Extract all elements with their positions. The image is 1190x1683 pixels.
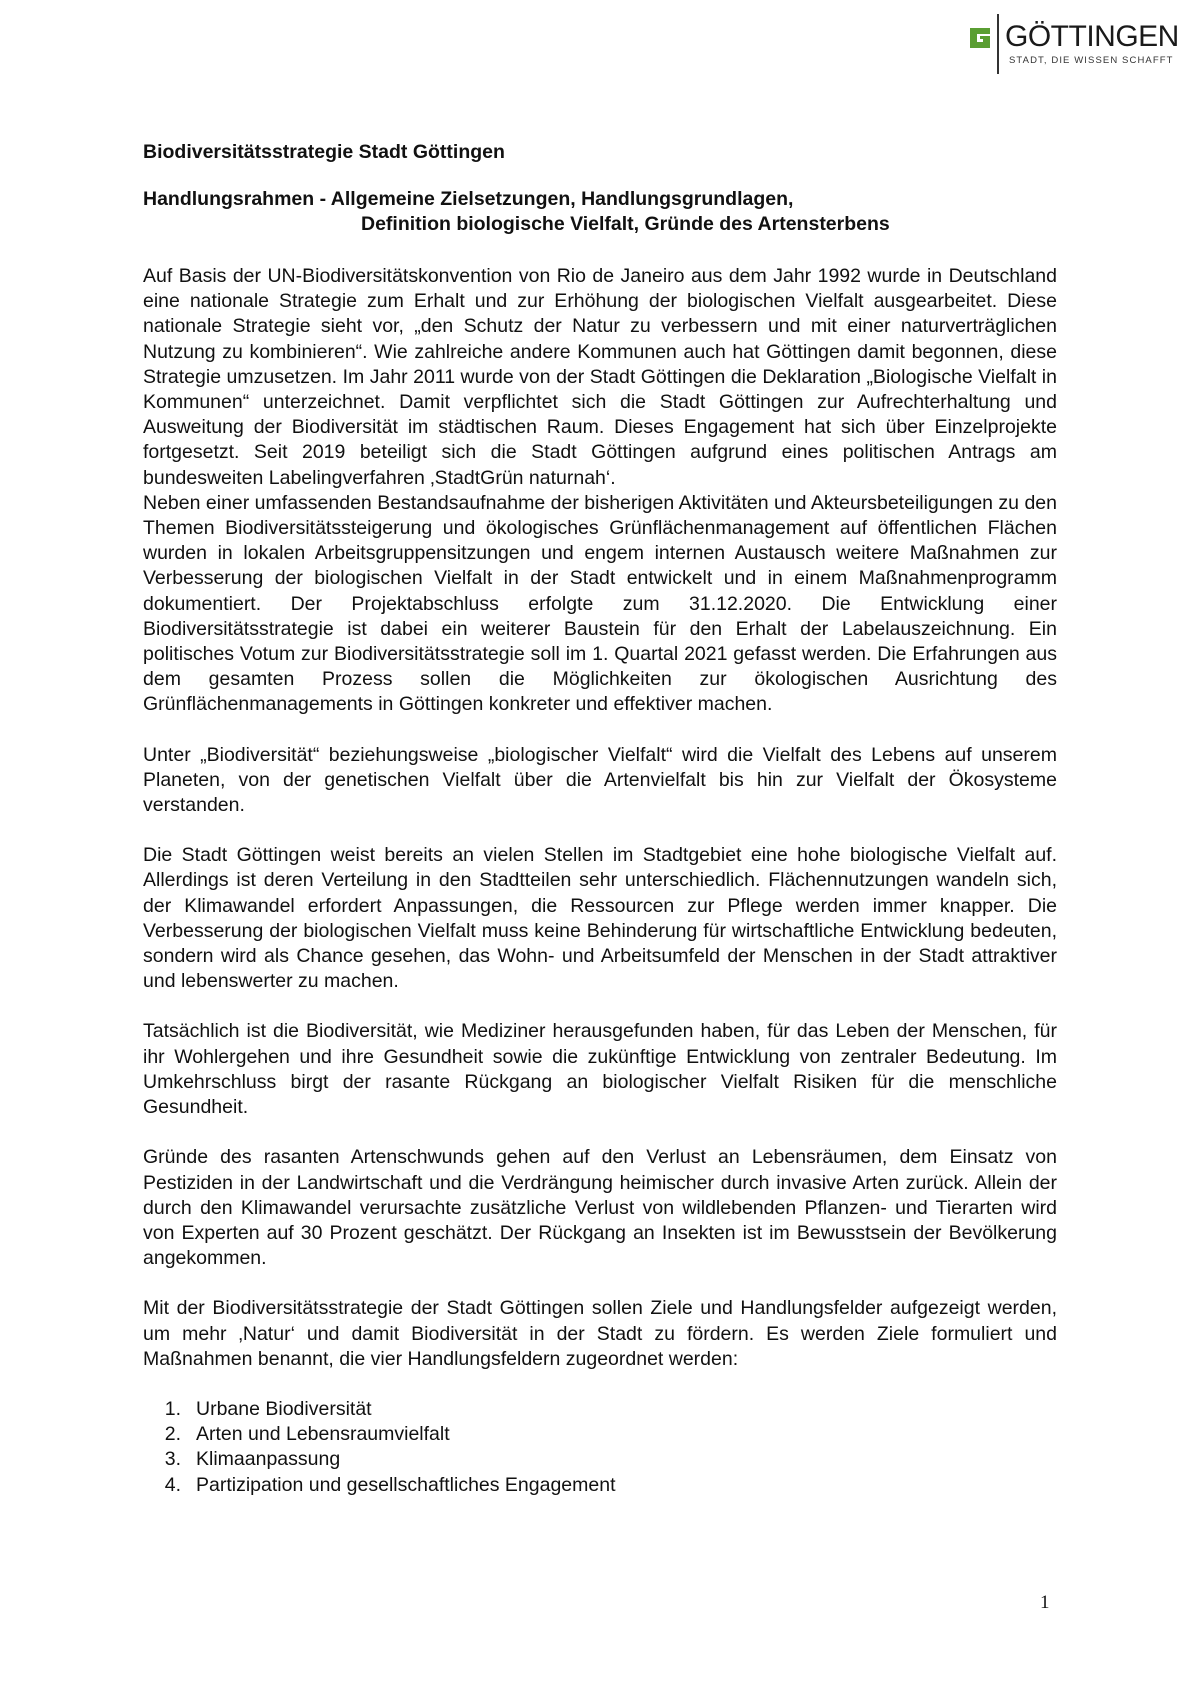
list-item-label: Klimaanpassung (196, 1448, 341, 1471)
list-item-number: 3. (164, 1448, 181, 1471)
document-body (143, 140, 1057, 1498)
list-item-number: 4. (164, 1473, 181, 1496)
paragraph-health: Tatsächlich ist die Biodiversität, wie Mediziner herausgefunden haben, für das Leben der Menschen, für ihr Wohlergehen und ihre Gesundheit sowie die zukünftige Entwicklung von zentraler Bedeutung. Im Umkehrschluss birgt der rasante Rückgang an biologischer Vielfalt Risiken für die menschliche Gesundheit. (143, 1020, 1057, 1119)
list-item (143, 1447, 1057, 1472)
logo-divider (997, 14, 999, 74)
list-item-label: Arten und Lebensraumvielfalt (196, 1423, 450, 1446)
paragraph-strategy-goals: Mit der Biodiversitätsstrategie der Stadt Göttingen sollen Ziele und Handlungsfelder aufgezeigt werden, um mehr ‚Natur‘ und damit Biodiversität in der Stadt zu fördern. Es werden Ziele formuliert und Maßnahmen benannt, die vier Handlungsfeldern zugeordnet werden: (143, 1297, 1057, 1370)
list-item-number: 2. (164, 1423, 181, 1446)
logo-tagline: STADT, DIE WISSEN SCHAFFT (1009, 55, 1174, 66)
list-item-label: Partizipation und gesellschaftliches Engagement (196, 1473, 616, 1496)
list-item (143, 1397, 1057, 1422)
city-logo (968, 14, 1179, 76)
list-item-label: Urbane Biodiversität (196, 1397, 372, 1420)
paragraph-city-diversity: Die Stadt Göttingen weist bereits an vielen Stellen im Stadtgebiet eine hohe biologische Vielfalt auf. Allerdings ist deren Verteilung in den Stadtteilen sehr unterschiedlich. Flächennutzungen wandeln sich, der Klimawandel erfordert Anpassungen, die Ressourcen zur Pflege werden immer knapper. Die Verbesserung der biologischen Vielfalt muss keine Behinderung für wirtschaftliche Entwicklung bedeuten, sondern wird als Chance gesehen, das Wohn- und Arbeitsumfeld der Menschen in der Stadt attraktiver und lebenswerter zu machen. (143, 844, 1057, 993)
subtitle-line-1: Handlungsrahmen - Allgemeine Zielsetzungen, Handlungsgrundlagen, (143, 188, 794, 210)
goettingen-g-icon (968, 26, 992, 50)
action-fields-list (143, 1397, 1057, 1498)
paragraph-intro: Auf Basis der UN-Biodiversitätskonvention von Rio de Janeiro aus dem Jahr 1992 wurde in Deutschland eine nationale Strategie zum Erhalt und zur Erhöhung der biologischen Vielfalt ausgearbeitet. Diese nationale Strategie sieht vor, „den Schutz der Natur zu verbessern und mit einer naturverträglichen Nutzung zu kombinieren“. Wie zahlreiche andere Kommunen auch hat Göttingen damit begonnen, diese Strategie umzusetzen. Im Jahr 2011 wurde von der Stadt Göttingen die Deklaration „Biologische Vielfalt in Kommunen“ unterzeichnet. Damit verpflichtet sich die Stadt Göttingen zur Aufrechterhaltung und Ausweitung der Biodiversität im städtischen Raum. Dieses Engagement hat sich über Einzelprojekte fortgesetzt. Seit 2019 beteiligt sich die Stadt Göttingen aufgrund eines politischen Antrags am bundesweiten Labelingverfahren ‚StadtGrün naturnah‘. (143, 265, 1057, 489)
list-item (143, 1422, 1057, 1447)
page-number: 1 (1040, 1592, 1050, 1613)
document-title: Biodiversitätsstrategie Stadt Göttingen (143, 141, 505, 163)
paragraph-inventory: Neben einer umfassenden Bestandsaufnahme der bisherigen Aktivitäten und Akteursbeteiligungen zu den Themen Biodiversitätssteigerung und ökologisches Grünflächenmanagement auf öffentlichen Flächen wurden in lokalen Arbeitsgruppensitzungen und engem internen Austausch weitere Maßnahmen zur Verbesserung der biologischen Vielfalt in der Stadt entwickelt und in einem Maßnahmenprogramm dokumentiert. Der Projektabschluss erfolgte zum 31.12.2020. Die Entwicklung einer Biodiversitätsstrategie ist dabei ein weiterer Baustein für den Erhalt der Labelauszeichnung. Ein politisches Votum zur Biodiversitätsstrategie soll im 1. Quartal 2021 gefasst werden. Die Erfahrungen aus dem gesamten Prozess sollen die Möglichkeiten zur ökologischen Ausrichtung des Grünflächenmanagements in Göttingen konkreter und effektiver machen. (143, 491, 1057, 716)
paragraph-species-loss: Gründe des rasanten Artenschwunds gehen auf den Verlust an Lebensräumen, dem Einsatz von Pestiziden in der Landwirtschaft und die Verdrängung heimischer durch invasive Arten zurück. Allein der durch den Klimawandel verursachte zusätzliche Verlust von wildlebenden Pflanzen- und Tierarten wird von Experten auf 30 Prozent geschätzt. Der Rückgang an Insekten ist im Bewusstsein der Bevölkerung angekommen. (143, 1146, 1057, 1270)
list-item (143, 1473, 1057, 1498)
subtitle-line-2: Definition biologische Vielfalt, Gründe des Artensterbens (361, 213, 890, 235)
paragraph-definition: Unter „Biodiversität“ beziehungsweise „biologischer Vielfalt“ wird die Vielfalt des Lebens auf unserem Planeten, von der genetischen Vielfalt über die Artenvielfalt bis hin zur Vielfalt der Ökosysteme verstanden. (143, 743, 1057, 817)
list-item-number: 1. (164, 1397, 181, 1420)
logo-wordmark: GÖTTINGEN (1005, 20, 1179, 53)
document-subtitle (143, 187, 1057, 237)
